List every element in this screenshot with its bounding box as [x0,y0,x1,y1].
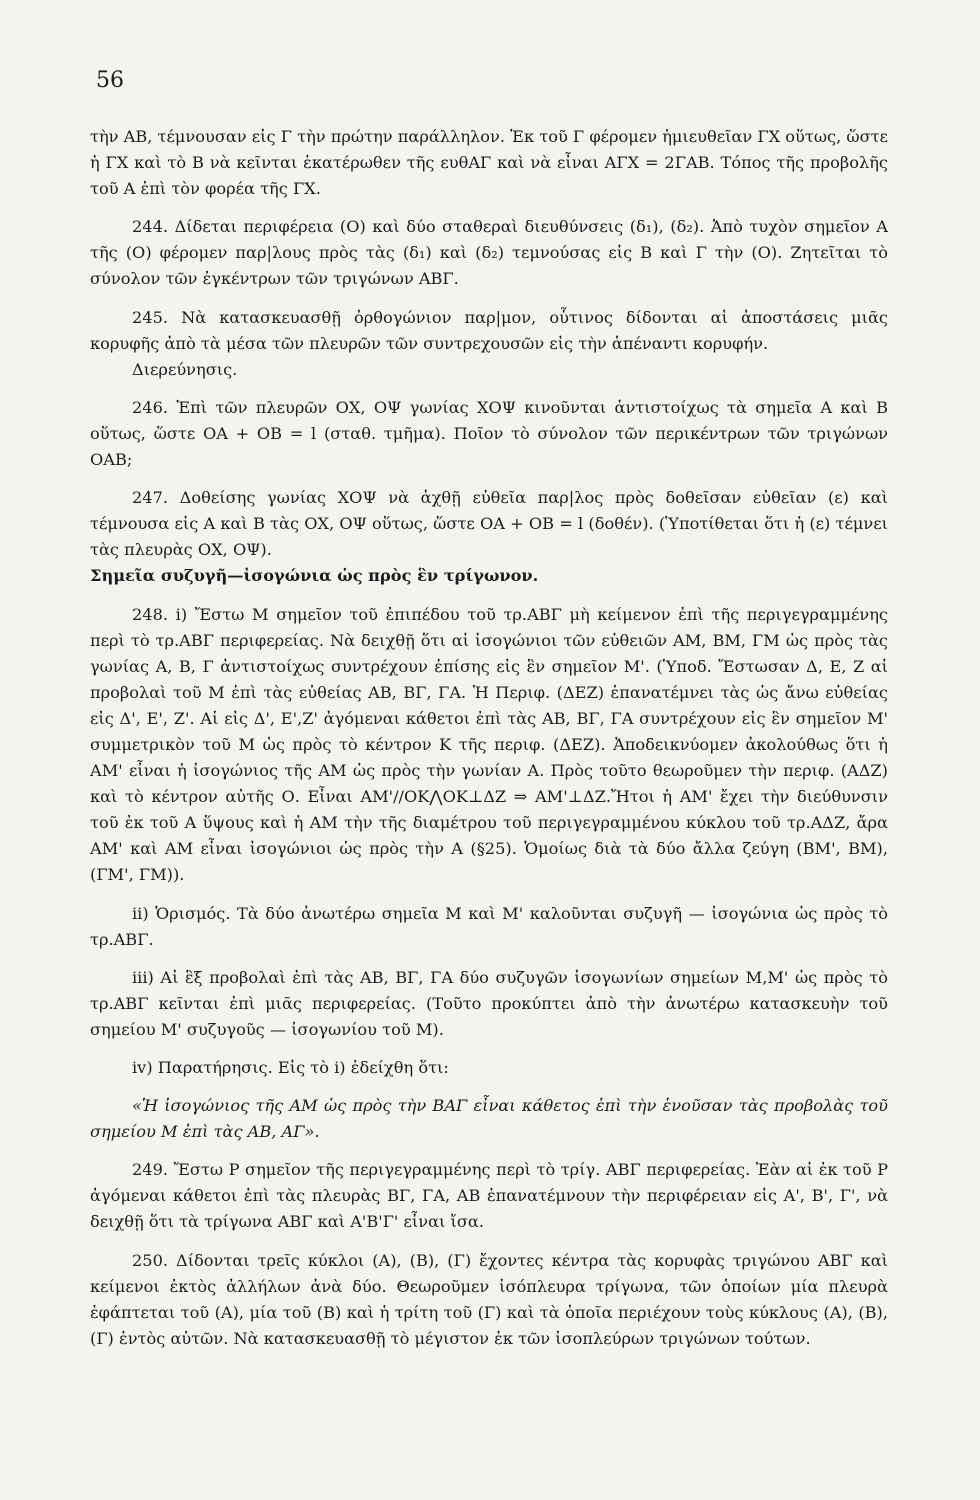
exercise-245: 245. Νὰ κατασκευασθῇ ὀρθογώνιον παρ|μον, οὗτινος δίδονται αἱ ἀποστάσεις μιᾶς κορυφῆς ἀπὸ τὰ μέσα τῶν πλευρῶν τῶν συντρεχουσῶν εἰς τὴν ἀπέναντι κορυφήν. [90,307,888,353]
exercise-244: 244. Δίδεται περιφέρεια (Ο) καὶ δύο σταθεραὶ διευθύνσεις (δ₁), (δ₂). Ἀπὸ τυχὸν σημεῖον Α τῆς (Ο) φέρομεν παρ|λους πρὸς τὰς (δ₁) καὶ (δ₂) τεμνούσας εἰς Β καὶ Γ τὴν (Ο). Ζητεῖται τὸ σύνολον τῶν ἐγκέντρων τῶν τριγώνων ΑΒΓ. [90,217,888,289]
exercise-248: 248. i) Ἔστω Μ σημεῖον τοῦ ἐπιπέδου τοῦ τρ.ΑΒΓ μὴ κείμενον ἐπὶ τῆς περιγεγραμμένης περὶ τὸ τρ.ΑΒΓ περιφερείας. Νὰ δειχθῇ ὅτι αἱ ἰσογώνιοι τῶν εὐθειῶν ΑΜ, ΒΜ, ΓΜ ὡς πρὸς τὰς γωνίας Α, Β, Γ ἀντιστοίχως συντρέχουν ἐπίσης εἰς ἓν σημεῖον Μ'. (Ὑποδ. Ἔστωσαν Δ, Ε, Ζ αἱ προβολαὶ τοῦ Μ ἐπὶ τὰς εὐθείας ΑΒ, ΒΓ, ΓΑ. Ἡ Περιφ. (ΔΕΖ) ἐπανατέμνει τὰς ὡς ἄνω εὐθείας εἰς Δ', Ε', Ζ'. Αἱ εἰς Δ', Ε',Ζ' ἀγόμεναι κάθετοι ἐπὶ τὰς ΑΒ, ΒΓ, ΓΑ συντρέχουν εἰς ἓν σημεῖον Μ' συμμετρικὸν τοῦ Μ ὡς πρὸς τὸ κέντρον Κ τῆς περιφ. (ΔΕΖ). Ἀποδεικνύομεν ἀκολούθως ὅτι ἡ ΑΜ' εἶναι ἡ ἰσογώνιος τῆς ΑΜ ὡς πρὸς τὴν γωνίαν Α. Πρὸς τοῦτο θεωροῦμεν τὴν περιφ. (ΑΔΖ) καὶ τὸ κέντρον αὐτῆς Ο. Εἶναι ΑΜ'//ΟΚ⋀ΟΚ⊥ΔΖ ⇒ ΑΜ'⊥ΔΖ.Ἤτοι ἡ ΑΜ' ἔχει τὴν διεύθυνσιν τοῦ ἐκ τοῦ Α ὕψους καὶ ἡ ΑΜ τὴν τῆς διαμέτρου τοῦ περιγεγραμμένου κύκλου τοῦ τρ.ΑΔΖ, ἄρα ΑΜ' καὶ ΑΜ εἶναι ἰσογώνιοι ὡς πρὸς τὴν Α (§25). Ὁμοίως διὰ τὰ δύο ἄλλα ζεύγη (ΒΜ', ΒΜ), (ΓΜ', ΓΜ)). [90,604,888,885]
page-body [90,124,888,1352]
exercise-247: 247. Δοθείσης γωνίας ΧΟΨ νὰ ἀχθῇ εὐθεῖα παρ|λος πρὸς δοθεῖσαν εὐθεῖαν (ε) καὶ τέμνουσα εἰς Α καὶ Β τὰς ΟΧ, ΟΨ οὕτως, ὥστε ΟΑ + ΟΒ = l (δοθέν). (Ὑποτίθεται ὅτι ἡ (ε) τέμνει τὰς πλευρὰς ΟΧ, ΟΨ). [90,488,888,560]
exercise-246: 246. Ἐπὶ τῶν πλευρῶν ΟΧ, ΟΨ γωνίας ΧΟΨ κινοῦνται ἀντιστοίχως τὰ σημεῖα Α καὶ Β οὕτως, ὥστε ΟΑ + ΟΒ = l (σταθ. τμῆμα). Ποῖον τὸ σύνολον τῶν περικέντρων τῶν τριγώνων ΟΑΒ; [90,397,888,470]
page-number: 56 [96,68,124,93]
exercise-249: 249. Ἔστω Ρ σημεῖον τῆς περιγεγραμμένης περὶ τὸ τρίγ. ΑΒΓ περιφερείας. Ἐὰν αἱ ἐκ τοῦ Ρ ἀγόμεναι κάθετοι ἐπὶ τὰς πλευρὰς ΒΓ, ΓΑ, ΑΒ ἐπανατέμνουν τὴν περιφέρειαν εἰς Α', Β', Γ', νὰ δειχθῇ ὅτι τὰ τρίγωνα ΑΒΓ καὶ Α'Β'Γ' εἶναι ἴσα. [90,1160,888,1232]
quoted-statement: «Ἡ ἰσογώνιος τῆς ΑΜ ὡς πρὸς τὴν ΒΑΓ εἶναι κάθετος ἐπὶ τὴν ἑνοῦσαν τὰς προβολὰς τοῦ σημείου Μ ἐπὶ τὰς ΑΒ, ΑΓ». [90,1096,888,1142]
discussion-label: Διερεύνησις. [132,359,238,379]
exercise-248-ii: ii) Ὁρισμός. Τὰ δύο ἀνωτέρω σημεῖα Μ καὶ Μ' καλοῦνται συζυγῆ — ἰσογώνια ὡς πρὸς τὸ τρ.ΑΒΓ. [90,903,888,949]
section-heading: Σημεῖα συζυγῆ—ἰσογώνια ὡς πρὸς ἓν τρίγωνον. [90,566,539,586]
paragraph-continuation: τὴν ΑΒ, τέμνουσαν εἰς Γ τὴν πρώτην παράλληλον. Ἐκ τοῦ Γ φέρομεν ἡμιευθεῖαν ΓΧ οὕτως, ὥστε ἡ ΓΧ καὶ τὸ Β νὰ κεῖνται ἑκατέρωθεν τῆς ευθΑΓ καὶ νὰ εἶναι ΑΓΧ = 2ΓΑΒ. Τόπος τῆς προβολῆς τοῦ Α ἐπὶ τὸν φορέα τῆς ΓΧ. [90,127,888,199]
exercise-250: 250. Δίδονται τρεῖς κύκλοι (Α), (Β), (Γ) ἔχοντες κέντρα τὰς κορυφὰς τριγώνου ΑΒΓ καὶ κείμενοι ἐκτὸς ἀλλήλων ἀνὰ δύο. Θεωροῦμεν ἰσόπλευρα τρίγωνα, τῶν ὁποίων μία πλευρὰ ἐφάπτεται τοῦ (Α), μία τοῦ (Β) καὶ ἡ τρίτη τοῦ (Γ) καὶ τὰ ὁποῖα περιέχουν τοὺς κύκλους (Α), (Β), (Γ) ἐντὸς αὐτῶν. Νὰ κατασκευασθῇ τὸ μέγιστον ἐκ τῶν ἰσοπλεύρων τριγώνων τούτων. [90,1250,888,1348]
exercise-248-iv: iv) Παρατήρησις. Εἰς τὸ i) ἐδείχθη ὅτι: [132,1058,449,1077]
exercise-248-iii: iii) Αἱ ἓξ προβολαὶ ἐπὶ τὰς ΑΒ, ΒΓ, ΓΑ δύο συζυγῶν ἰσογωνίων σημείων Μ,Μ' ὡς πρὸς τὸ τρ.ΑΒΓ κεῖνται ἐπὶ μιᾶς περιφερείας. (Τοῦτο προκύπτει ἀπὸ τὴν ἀνωτέρω κατασκευὴν τοῦ σημείου Μ' συζυγοῦς — ἰσογωνίου τοῦ Μ). [90,967,888,1039]
